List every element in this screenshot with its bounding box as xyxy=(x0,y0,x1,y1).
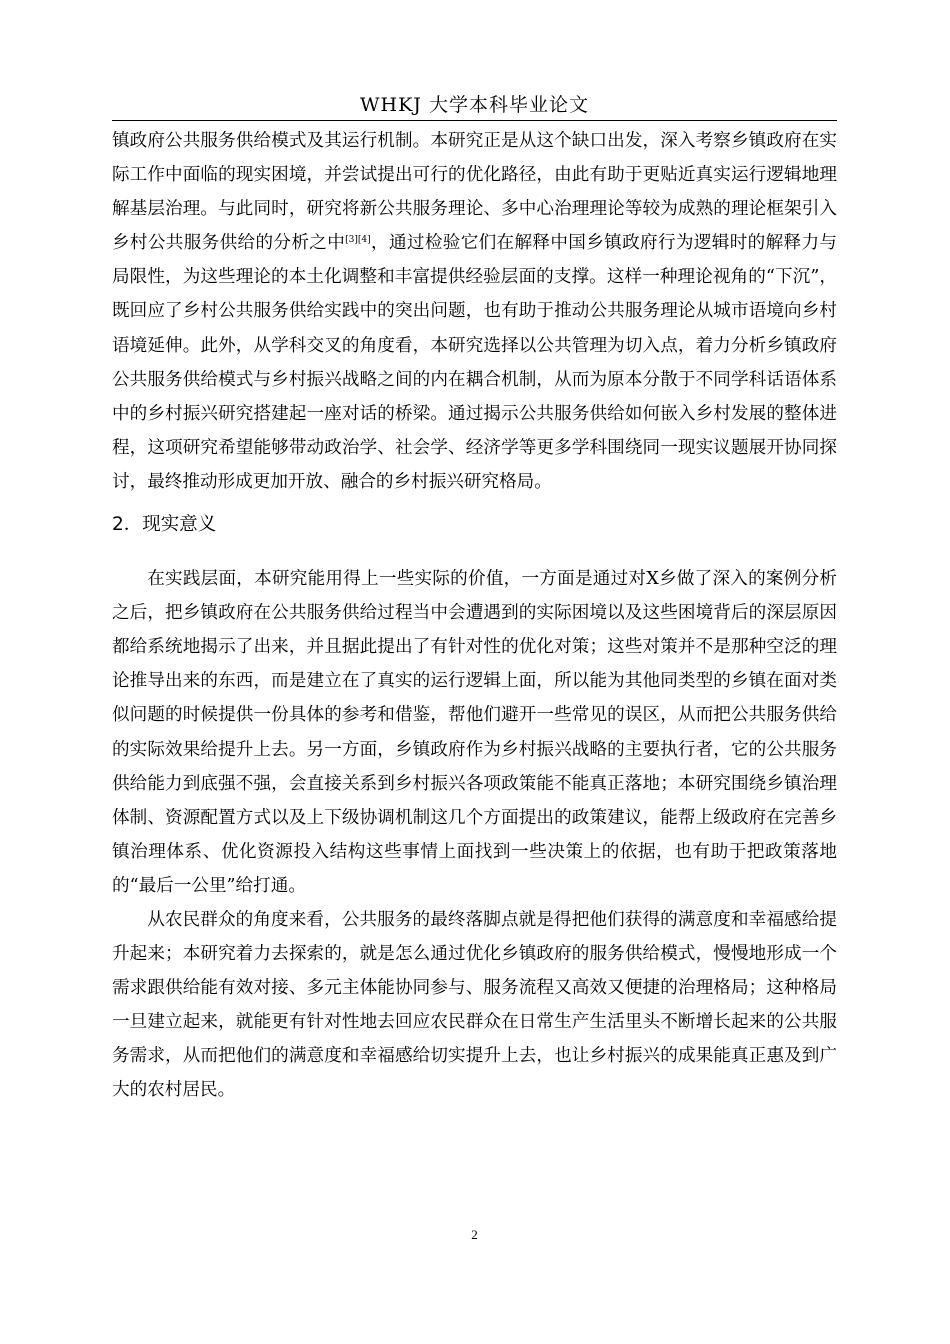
page-body xyxy=(112,124,837,1108)
paragraph-practical-1: 在实践层面，本研究能用得上一些实际的价值，一方面是通过对X乡做了深入的案例分析之后，把乡镇政府在公共服务供给过程当中会遭遇到的实际困境以及这些困境背后的深层原因都给系统地揭示了出来，并且据此提出了有针对性的优化对策；这些对策并不是那种空泛的理论推导出来的东西，而是建立在了真实的运行逻辑上面，所以能为其他同类型的乡镇在面对类似问题的时候提供一份具体的参考和借鉴，帮他们避开一些常见的误区，从而把公共服务供给的实际效果给提升上去。另一方面，乡镇政府作为乡村振兴战略的主要执行者，它的公共服务供给能力到底强不强，会直接关系到乡村振兴各项政策能不能真正落地；本研究围绕乡镇治理体制、资源配置方式以及上下级协调机制这几个方面提出的政策建议，能帮上级政府在完善乡镇治理体系、优化资源投入结构这些事情上面找到一些决策上的依据，也有助于把政策落地的“最后一公里”给打通。 xyxy=(112,569,837,896)
page-number: 2 xyxy=(471,1227,478,1242)
paragraph-text: ，通过检验它们在解释中国乡镇政府行为逻辑时的解释力与局限性，为这些理论的本土化调整和丰富提供经验层面的支撑。这样一种理论视角的“下沉”，既回应了乡村公共服务供给实践中的突出问题，也有助于推动公共服务理论从城市语境向乡村语境延伸。此外，从学科交叉的角度看，本研究选择以公共管理为切入点，着力分析乡镇政府公共服务供给模式与乡村振兴战略之间的内在耦合机制，从而为原本分散于不同学科话语体系中的乡村振兴研究搭建起一座对话的桥梁。通过揭示公共服务供给如何嵌入乡村发展的整体进程，这项研究希望能够带动政治学、社会学、经济学等更多学科围绕同一现实议题展开协同探讨，最终推动形成更加开放、融合的乡村振兴研究格局。 xyxy=(112,233,837,492)
header-rule xyxy=(112,120,837,121)
running-header: WHKJ 大学本科毕业论文 xyxy=(360,94,589,116)
paragraph-practical-2: 从农民群众的角度来看，公共服务的最终落脚点就是得把他们获得的满意度和幸福感给提升起来；本研究着力去探索的，就是怎么通过优化乡镇政府的服务供给模式，慢慢地形成一个需求跟供给能有效对接、多元主体能协同参与、服务流程又高效又便捷的治理格局；这种格局一旦建立起来，就能更有针对性地去回应农民群众在日常生产生活里头不断增长起来的公共服务需求，从而把他们的满意度和幸福感给切实提升上去，也让乡村振兴的成果能真正惠及到广大的农村居民。 xyxy=(112,909,837,1101)
paragraph-theoretical-continued xyxy=(112,124,837,499)
section-heading: 2．现实意义 xyxy=(112,514,217,536)
paragraph-text: 镇政府公共服务供给模式及其运行机制。本研究正是从这个缺口出发，深入考察乡镇政府在实际工作中面临的现实困境，并尝试提出可行的优化路径，由此有助于更贴近真实运行逻辑地理解基层治理。与此同时，研究将新公共服务理论、多中心治理理论等较为成熟的理论框架引入乡村公共服务供给的分析之中 xyxy=(112,131,837,254)
citation-reference: [3][4] xyxy=(345,235,371,246)
